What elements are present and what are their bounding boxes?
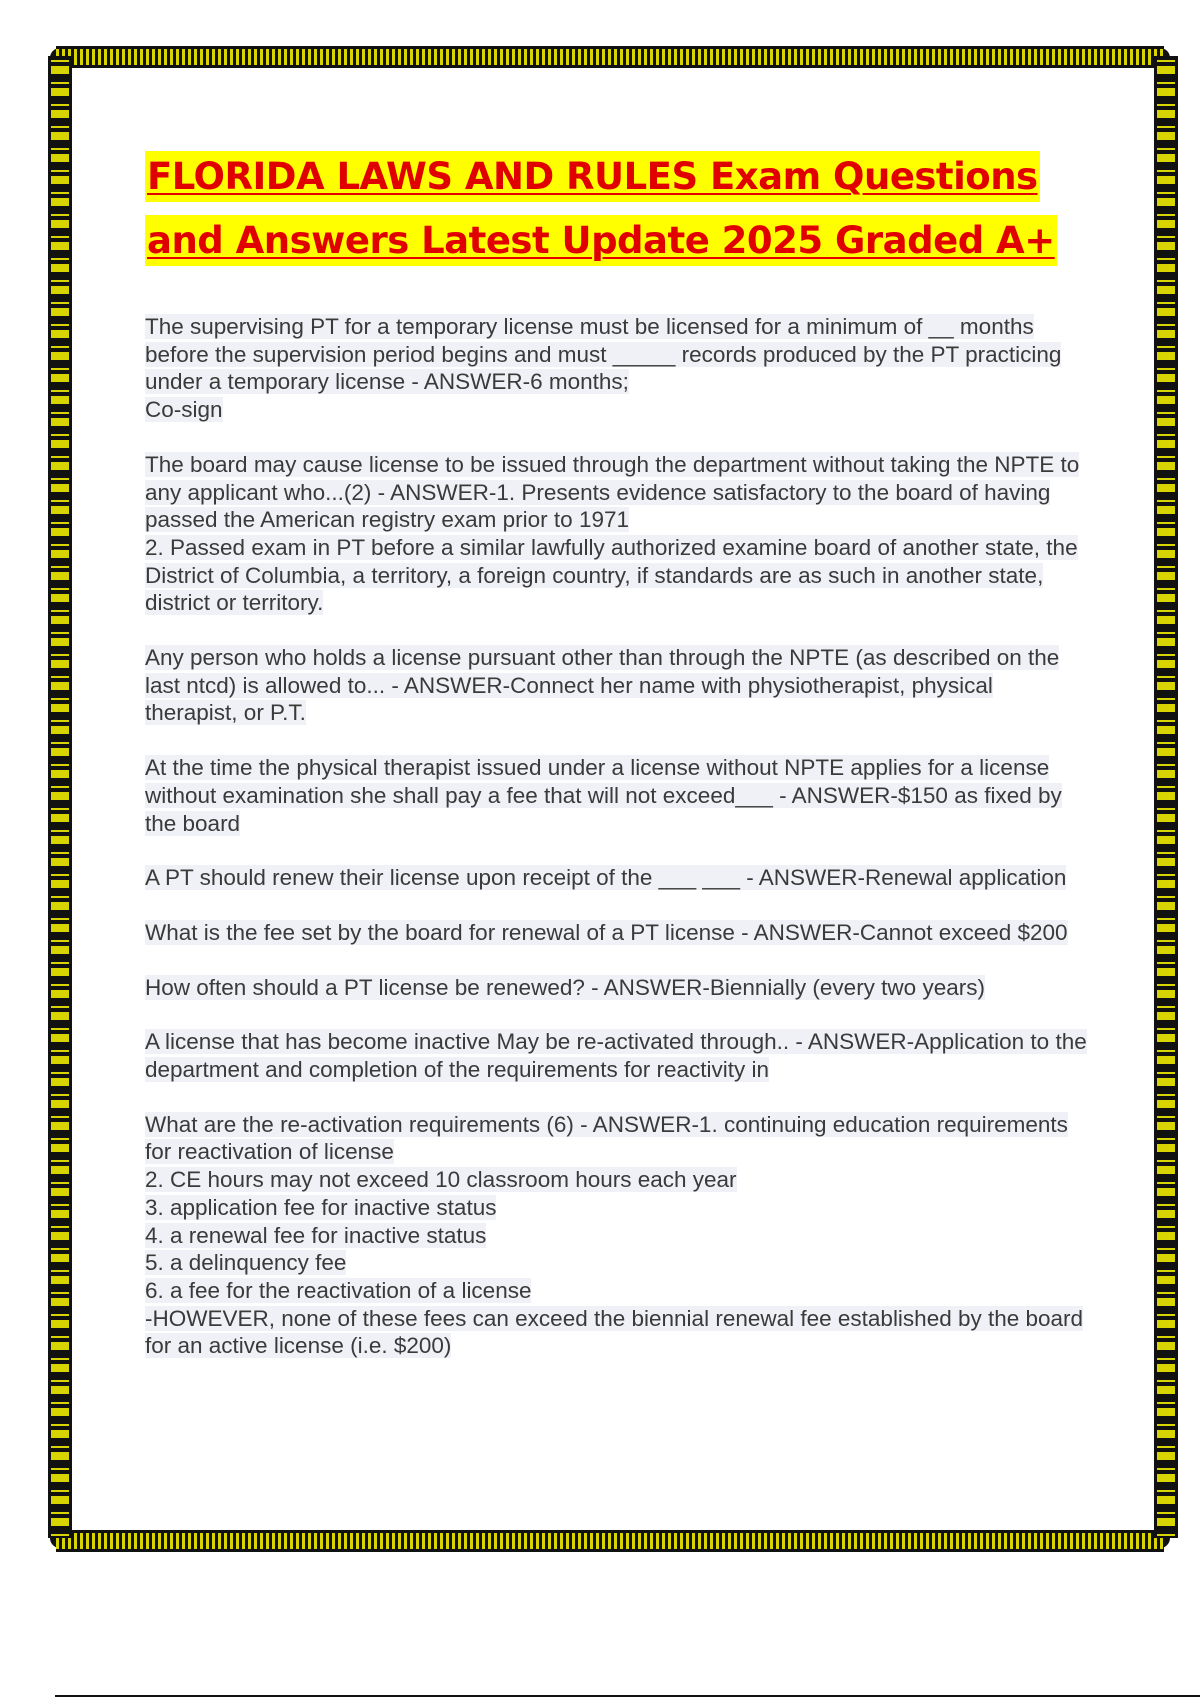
qa-text: At the time the physical therapist issued under a license without NPTE applies for a license without examination she shall pay a fee that will not exceed___ - ANSWER-$150 as fixed by the board <box>145 755 1062 836</box>
qa-text: The supervising PT for a temporary license must be licensed for a minimum of __ months before the supervision period begins and must _____ records produced by the PT practicing under a temporary license - ANSWER-6 months; Co-sign <box>145 314 1062 423</box>
qa-item <box>145 919 1090 947</box>
qa-text: What are the re-activation requirements (6) - ANSWER-1. continuing education requirements for reactivation of license 2. CE hours may not exceed 10 classroom hours each year 3. application fee for inactive status 4. a renewal fee for inactive status 5. a delinquency fee 6. a fee for the reactivation of a license -HOWEVER, none of these fees can exceed the biennial renewal fee established by the board for an active license (i.e. $200) <box>145 1111 1084 1359</box>
qa-text: Any person who holds a license pursuant other than through the NPTE (as described on the last ntcd) is allowed to... - ANSWER-Connect her name with physiotherapist, physical therapist, or P.T. <box>145 645 1060 726</box>
qa-item <box>145 864 1090 892</box>
qa-list <box>145 313 1090 1360</box>
qa-item <box>145 313 1090 424</box>
document-title <box>145 145 1090 273</box>
border-pattern-right <box>1154 56 1178 1538</box>
border-pattern-top <box>56 46 1164 68</box>
document-content <box>145 145 1090 1387</box>
qa-item <box>145 1111 1090 1360</box>
border-pattern-bottom <box>56 1530 1164 1552</box>
qa-item <box>145 451 1090 617</box>
qa-item <box>145 974 1090 1002</box>
qa-item <box>145 1028 1090 1083</box>
border-pattern-left <box>48 56 72 1538</box>
qa-item <box>145 754 1090 837</box>
document-title-text: FLORIDA LAWS AND RULES Exam Questions and Answers Latest Update 2025 Graded A+ <box>145 151 1057 266</box>
qa-text: What is the fee set by the board for renewal of a PT license - ANSWER-Cannot exceed $200 <box>145 919 1068 945</box>
qa-item <box>145 644 1090 727</box>
qa-text: A PT should renew their license upon receipt of the ___ ___ - ANSWER-Renewal application <box>145 865 1067 891</box>
qa-text: The board may cause license to be issued through the department without taking the NPTE to any applicant who...(2) - ANSWER-1. Presents evidence satisfactory to the board of having passed the American registry exam prior to 1971 2. Passed exam in PT before a similar lawfully authorized examine board of another state, the District of Columbia, a territory, a foreign country, if standards are as such in another state, district or territory. <box>145 451 1080 616</box>
footer-divider <box>55 1695 1200 1697</box>
qa-text: How often should a PT license be renewed? - ANSWER-Biennially (every two years) <box>145 974 985 1000</box>
qa-text: A license that has become inactive May be re-activated through.. - ANSWER-Application to the department and completion of the requirements for reactivity in <box>145 1029 1087 1083</box>
